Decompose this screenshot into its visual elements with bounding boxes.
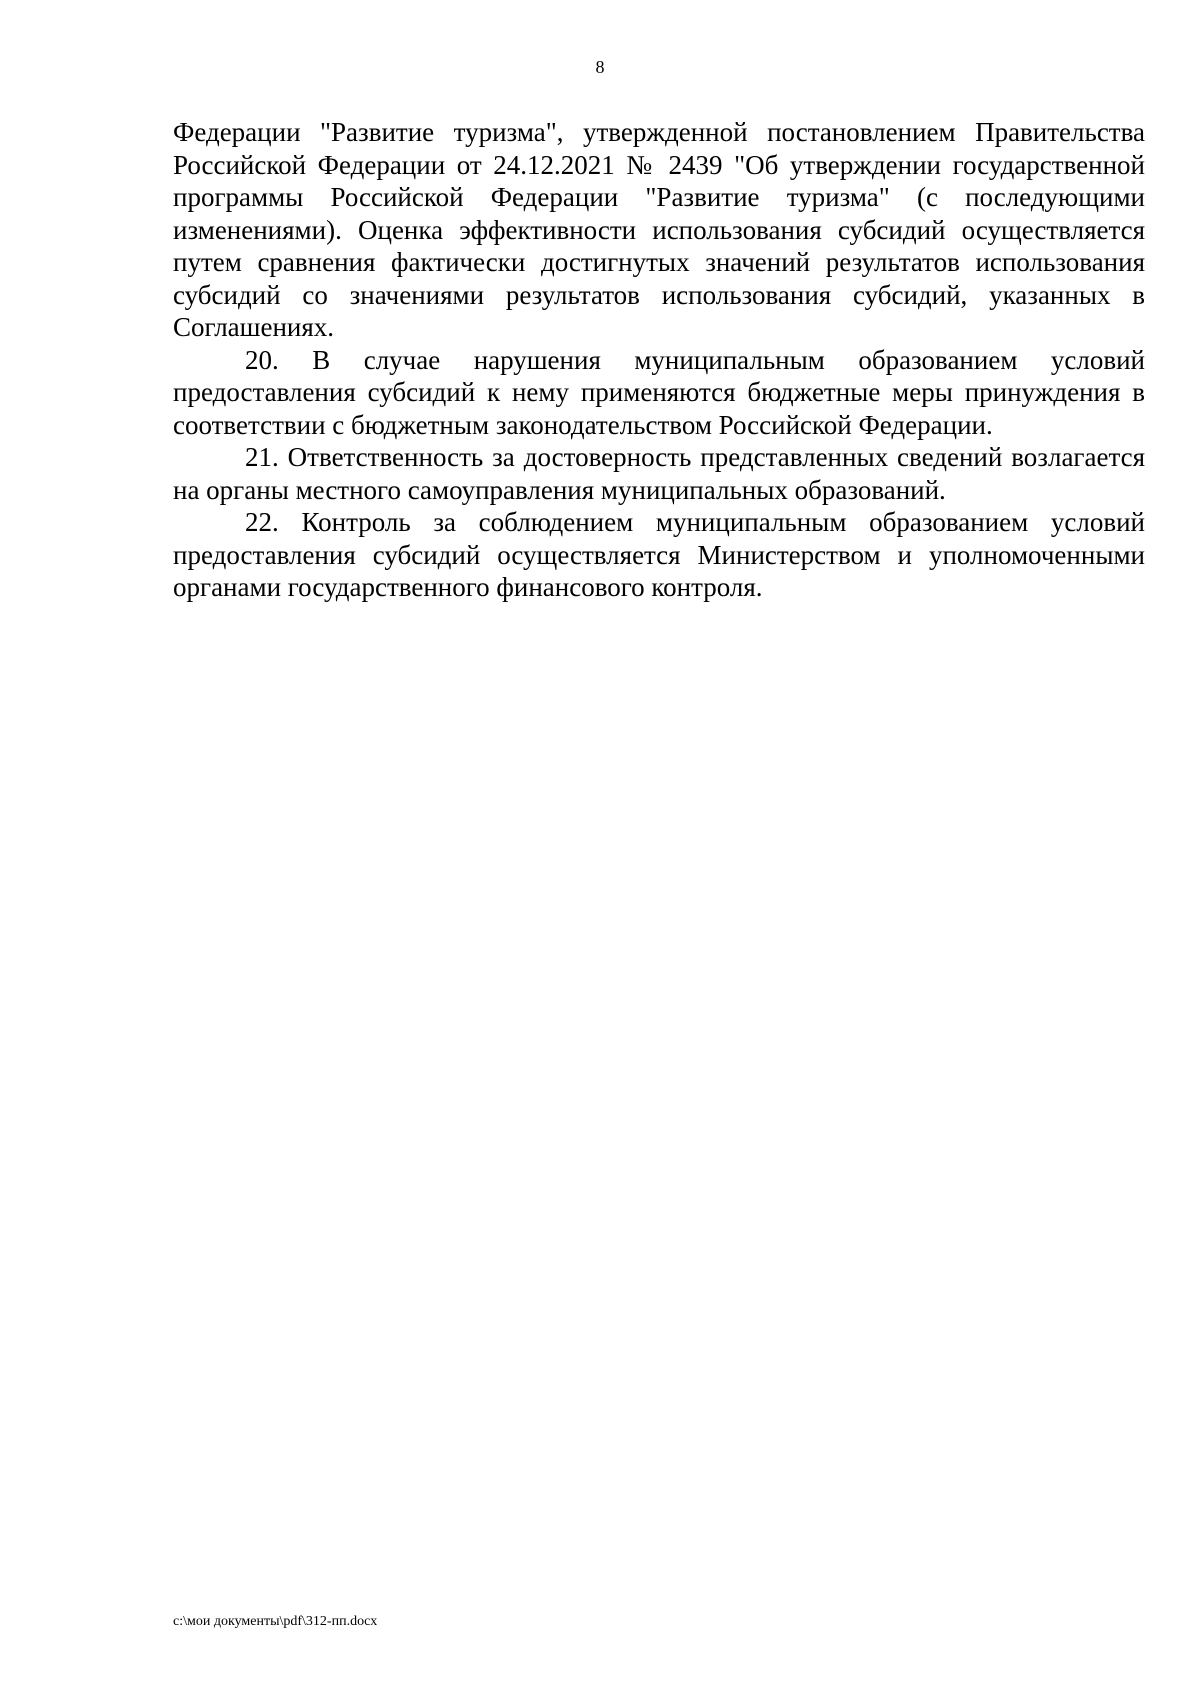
paragraph-continued: Федерации "Развитие туризма", утвержденной постановлением Правительства Российской Федерации от 24.12.2021 № 2439 "Об утверждении государственной программы Российской Федерации "Развитие туризма" (с последующими изменениями). Оценка эффективности использования субсидий осуществляется путем сравнения фактически достигнутых значений результатов использования субсидий со значениями результатов использования субсидий, указанных в Соглашениях. bbox=[173, 117, 1145, 342]
paragraph-20: 20. В случае нарушения муниципальным образованием условий предоставления субсидий к нему применяются бюджетные меры принуждения в соответствии с бюджетным законодательством Российской Федерации. bbox=[173, 344, 1145, 440]
footer-file-path: c:\мои документы\pdf\312-пп.docx bbox=[173, 1614, 378, 1629]
page-number: 8 bbox=[595, 57, 605, 77]
paragraph-22: 22. Контроль за соблюдением муниципальным образованием условий предоставления субсидий осуществляется Министерством и уполномоченными органами государственного финансового контроля. bbox=[173, 507, 1145, 602]
paragraph-21: 21. Ответственность за достоверность представленных сведений возлагается на органы местного самоуправления муниципальных образований. bbox=[173, 442, 1145, 505]
document-body bbox=[173, 116, 1145, 604]
